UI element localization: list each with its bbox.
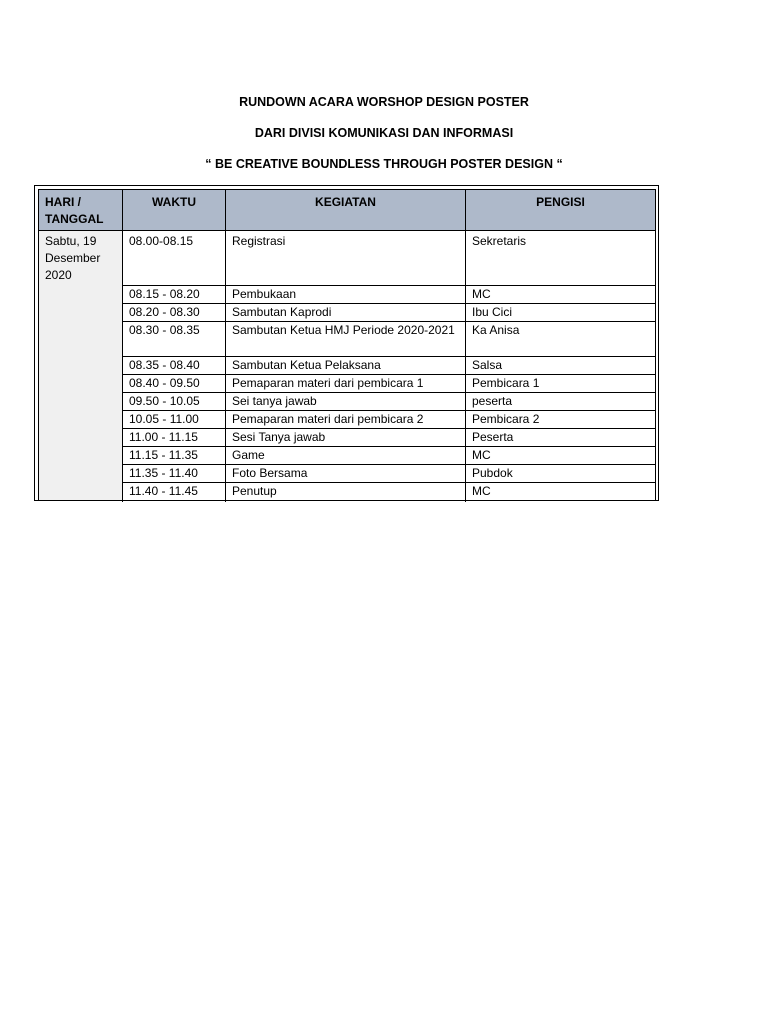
document-title: RUNDOWN ACARA WORSHOP DESIGN POSTER	[239, 95, 529, 109]
kegiatan-cell: Game	[226, 447, 466, 465]
waktu-cell: 11.15 - 11.35	[123, 447, 226, 465]
table-row	[39, 465, 656, 483]
waktu-cell: 08.40 - 09.50	[123, 375, 226, 393]
pengisi-cell: Ibu Cici	[466, 304, 656, 322]
waktu-cell: 11.35 - 11.40	[123, 465, 226, 483]
table-row	[39, 286, 656, 304]
table-row	[39, 375, 656, 393]
pengisi-cell: Pembicara 1	[466, 375, 656, 393]
table-row	[39, 429, 656, 447]
table-row	[39, 231, 656, 286]
pengisi-cell: Pembicara 2	[466, 411, 656, 429]
document-tagline: “ BE CREATIVE BOUNDLESS THROUGH POSTER DESIGN “	[205, 157, 563, 171]
pengisi-cell: MC	[466, 447, 656, 465]
waktu-cell: 09.50 - 10.05	[123, 393, 226, 411]
waktu-cell: 08.00-08.15	[123, 231, 226, 286]
pengisi-cell: Salsa	[466, 357, 656, 375]
kegiatan-cell: Sambutan Ketua Pelaksana	[226, 357, 466, 375]
waktu-cell: 08.35 - 08.40	[123, 357, 226, 375]
table-row	[39, 357, 656, 375]
pengisi-cell: Pubdok	[466, 465, 656, 483]
column-divider-stub	[465, 496, 466, 502]
kegiatan-cell: Foto Bersama	[226, 465, 466, 483]
pengisi-cell: MC	[466, 286, 656, 304]
kegiatan-cell: Sei tanya jawab	[226, 393, 466, 411]
waktu-cell: 10.05 - 11.00	[123, 411, 226, 429]
kegiatan-cell: Sesi Tanya jawab	[226, 429, 466, 447]
table-row	[39, 393, 656, 411]
header-hari-tanggal: HARI / TANGGAL	[39, 190, 123, 231]
waktu-cell: 08.15 - 08.20	[123, 286, 226, 304]
table-row	[39, 483, 656, 501]
kegiatan-cell: Pembukaan	[226, 286, 466, 304]
pengisi-cell: peserta	[466, 393, 656, 411]
table-row	[39, 322, 656, 357]
header-pengisi: PENGISI	[466, 190, 656, 231]
kegiatan-cell: Pemaparan materi dari pembicara 1	[226, 375, 466, 393]
table-row	[39, 447, 656, 465]
document-subtitle: DARI DIVISI KOMUNIKASI DAN INFORMASI	[254, 126, 514, 140]
header-waktu: WAKTU	[123, 190, 226, 231]
waktu-cell: 11.00 - 11.15	[123, 429, 226, 447]
table-row	[39, 304, 656, 322]
pengisi-cell: MC	[466, 483, 656, 501]
header-kegiatan: KEGIATAN	[226, 190, 466, 231]
column-divider-stub	[122, 496, 123, 502]
day-cell: Sabtu, 19 Desember 2020	[39, 231, 123, 501]
pengisi-cell: Ka Anisa	[466, 322, 656, 357]
rundown-table	[38, 189, 656, 501]
kegiatan-cell: Sambutan Ketua HMJ Periode 2020-2021	[226, 322, 466, 357]
waktu-cell: 08.30 - 08.35	[123, 322, 226, 357]
column-divider-stub	[225, 496, 226, 502]
table-header-row	[39, 190, 656, 231]
pengisi-cell: Peserta	[466, 429, 656, 447]
table-row	[39, 411, 656, 429]
waktu-cell: 08.20 - 08.30	[123, 304, 226, 322]
pengisi-cell: Sekretaris	[466, 231, 656, 286]
kegiatan-cell: Pemaparan materi dari pembicara 2	[226, 411, 466, 429]
kegiatan-cell: Registrasi	[226, 231, 466, 286]
waktu-cell: 11.40 - 11.45	[123, 483, 226, 501]
kegiatan-cell: Sambutan Kaprodi	[226, 304, 466, 322]
kegiatan-cell: Penutup	[226, 483, 466, 501]
